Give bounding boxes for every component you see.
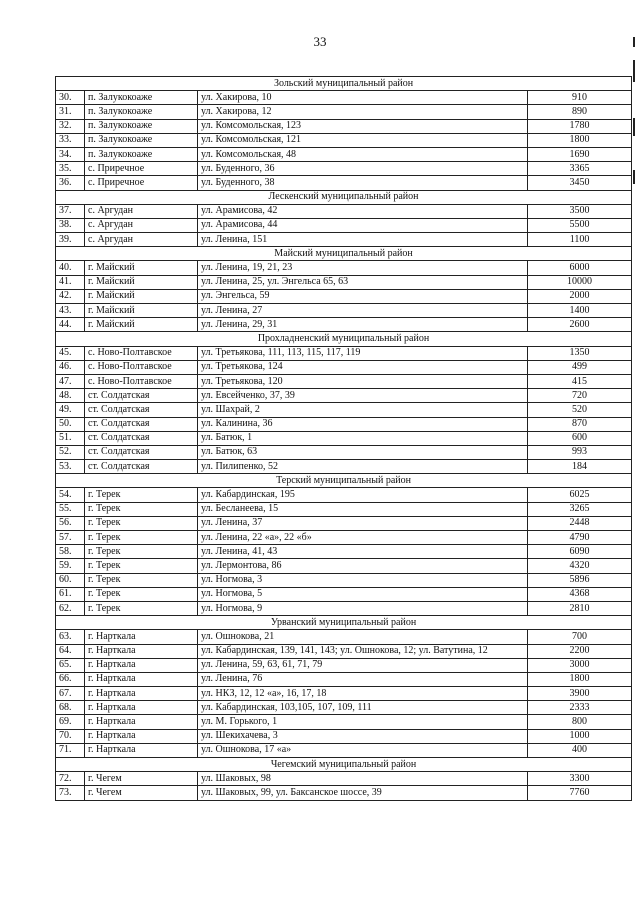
table-row: [56, 176, 632, 190]
row-number: 55.: [56, 502, 85, 516]
table-row: [56, 687, 632, 701]
row-number: 69.: [56, 715, 85, 729]
value-cell: 5896: [528, 573, 632, 587]
settlement-cell: с. Аргудан: [85, 204, 198, 218]
row-number: 51.: [56, 431, 85, 445]
value-cell: 2448: [528, 516, 632, 530]
address-cell: ул. Ленина, 37: [198, 516, 528, 530]
value-cell: 184: [528, 460, 632, 474]
settlement-cell: г. Терек: [85, 502, 198, 516]
settlement-cell: г. Нарткала: [85, 715, 198, 729]
settlement-cell: г. Майский: [85, 275, 198, 289]
address-cell: ул. М. Горького, 1: [198, 715, 528, 729]
settlement-cell: с. Приречное: [85, 176, 198, 190]
settlement-cell: г. Чегем: [85, 772, 198, 786]
address-cell: ул. Ленина, 76: [198, 672, 528, 686]
address-cell: ул. Шекихачева, 3: [198, 729, 528, 743]
value-cell: 800: [528, 715, 632, 729]
value-cell: 870: [528, 417, 632, 431]
value-cell: 1800: [528, 672, 632, 686]
value-cell: 4790: [528, 531, 632, 545]
value-cell: 3500: [528, 204, 632, 218]
row-number: 36.: [56, 176, 85, 190]
address-cell: ул. Калинина, 36: [198, 417, 528, 431]
settlement-cell: ст. Солдатская: [85, 460, 198, 474]
scan-edge-mark: [633, 60, 635, 82]
table-row: [56, 516, 632, 530]
settlement-cell: с. Ново-Полтавское: [85, 346, 198, 360]
table-row: [56, 133, 632, 147]
value-cell: 910: [528, 91, 632, 105]
row-number: 58.: [56, 545, 85, 559]
row-number: 37.: [56, 204, 85, 218]
address-cell: ул. Лермонтова, 86: [198, 559, 528, 573]
settlement-cell: ст. Солдатская: [85, 403, 198, 417]
value-cell: 1000: [528, 729, 632, 743]
row-number: 62.: [56, 601, 85, 615]
address-cell: ул. Батюк, 1: [198, 431, 528, 445]
address-cell: ул. Комсомольская, 123: [198, 119, 528, 133]
address-cell: ул. Ногмова, 9: [198, 601, 528, 615]
row-number: 41.: [56, 275, 85, 289]
table-row: [56, 772, 632, 786]
address-cell: ул. Ленина, 27: [198, 304, 528, 318]
row-number: 39.: [56, 233, 85, 247]
settlement-cell: г. Майский: [85, 289, 198, 303]
table-row: [56, 162, 632, 176]
region-header-row: [56, 474, 632, 488]
address-cell: ул. Кабардинская, 103,105, 107, 109, 111: [198, 701, 528, 715]
table-row: [56, 289, 632, 303]
value-cell: 3450: [528, 176, 632, 190]
settlement-cell: г. Нарткала: [85, 743, 198, 757]
value-cell: 3300: [528, 772, 632, 786]
table-row: [56, 644, 632, 658]
scan-edge-mark: [633, 37, 635, 47]
settlement-cell: г. Майский: [85, 261, 198, 275]
row-number: 50.: [56, 417, 85, 431]
region-header-row: [56, 332, 632, 346]
table-row: [56, 701, 632, 715]
settlement-cell: ст. Солдатская: [85, 445, 198, 459]
address-cell: ул. Комсомольская, 121: [198, 133, 528, 147]
table-row: [56, 488, 632, 502]
address-cell: ул. Арамисова, 42: [198, 204, 528, 218]
value-cell: 499: [528, 360, 632, 374]
address-cell: ул. Батюк, 63: [198, 445, 528, 459]
value-cell: 2810: [528, 601, 632, 615]
value-cell: 1100: [528, 233, 632, 247]
row-number: 30.: [56, 91, 85, 105]
value-cell: 720: [528, 389, 632, 403]
table-row: [56, 261, 632, 275]
row-number: 54.: [56, 488, 85, 502]
settlement-cell: г. Нарткала: [85, 701, 198, 715]
region-name: Лескенский муниципальный район: [56, 190, 632, 204]
value-cell: 6090: [528, 545, 632, 559]
row-number: 33.: [56, 133, 85, 147]
row-number: 65.: [56, 658, 85, 672]
value-cell: 400: [528, 743, 632, 757]
address-cell: ул. Ногмова, 3: [198, 573, 528, 587]
settlement-cell: с. Ново-Полтавское: [85, 360, 198, 374]
address-cell: ул. Третьякова, 111, 113, 115, 117, 119: [198, 346, 528, 360]
row-number: 53.: [56, 460, 85, 474]
address-cell: ул. Хакирова, 10: [198, 91, 528, 105]
table-row: [56, 304, 632, 318]
value-cell: 3900: [528, 687, 632, 701]
address-cell: ул. Комсомольская, 48: [198, 147, 528, 161]
row-number: 59.: [56, 559, 85, 573]
table-row: [56, 445, 632, 459]
region-name: Урванский муниципальный район: [56, 616, 632, 630]
address-cell: ул. Арамисова, 44: [198, 218, 528, 232]
table-row: [56, 545, 632, 559]
settlement-cell: с. Ново-Полтавское: [85, 374, 198, 388]
value-cell: 700: [528, 630, 632, 644]
settlement-cell: г. Нарткала: [85, 687, 198, 701]
address-cell: ул. Буденного, 36: [198, 162, 528, 176]
settlement-cell: ст. Солдатская: [85, 431, 198, 445]
table-row: [56, 374, 632, 388]
value-cell: 6025: [528, 488, 632, 502]
region-name: Чегемский муниципальный район: [56, 758, 632, 772]
value-cell: 415: [528, 374, 632, 388]
row-number: 73.: [56, 786, 85, 800]
address-cell: ул. Ногмова, 5: [198, 587, 528, 601]
region-name: Зольский муниципальный район: [56, 77, 632, 91]
row-number: 71.: [56, 743, 85, 757]
address-cell: ул. Энгельса, 59: [198, 289, 528, 303]
address-cell: ул. Третьякова, 124: [198, 360, 528, 374]
row-number: 34.: [56, 147, 85, 161]
table-row: [56, 786, 632, 800]
address-cell: ул. Буденного, 38: [198, 176, 528, 190]
settlement-cell: г. Терек: [85, 545, 198, 559]
table-row: [56, 658, 632, 672]
settlement-cell: г. Нарткала: [85, 672, 198, 686]
settlement-cell: г. Терек: [85, 531, 198, 545]
value-cell: 2333: [528, 701, 632, 715]
address-cell: ул. НКЗ, 12, 12 «а», 16, 17, 18: [198, 687, 528, 701]
row-number: 67.: [56, 687, 85, 701]
row-number: 61.: [56, 587, 85, 601]
settlement-cell: п. Залукокоаже: [85, 105, 198, 119]
value-cell: 1400: [528, 304, 632, 318]
value-cell: 4368: [528, 587, 632, 601]
region-header-row: [56, 190, 632, 204]
value-cell: 1690: [528, 147, 632, 161]
table-row: [56, 91, 632, 105]
row-number: 64.: [56, 644, 85, 658]
table-row: [56, 119, 632, 133]
row-number: 43.: [56, 304, 85, 318]
table-row: [56, 601, 632, 615]
table-row: [56, 105, 632, 119]
table-row: [56, 587, 632, 601]
row-number: 52.: [56, 445, 85, 459]
row-number: 70.: [56, 729, 85, 743]
row-number: 42.: [56, 289, 85, 303]
value-cell: 1800: [528, 133, 632, 147]
address-cell: ул. Кабардинская, 195: [198, 488, 528, 502]
address-cell: ул. Кабардинская, 139, 141, 143; ул. Ошнокова, 12; ул. Ватутина, 12: [198, 644, 528, 658]
table-row: [56, 672, 632, 686]
table-body: [56, 77, 632, 801]
settlement-cell: г. Терек: [85, 488, 198, 502]
row-number: 63.: [56, 630, 85, 644]
settlement-cell: п. Залукокоаже: [85, 119, 198, 133]
scan-edge-mark: [633, 170, 635, 184]
value-cell: 890: [528, 105, 632, 119]
table-row: [56, 204, 632, 218]
address-cell: ул. Хакирова, 12: [198, 105, 528, 119]
settlement-cell: г. Нарткала: [85, 644, 198, 658]
region-name: Майский муниципальный район: [56, 247, 632, 261]
region-header-row: [56, 758, 632, 772]
table-row: [56, 573, 632, 587]
table-row: [56, 403, 632, 417]
table-row: [56, 460, 632, 474]
row-number: 44.: [56, 318, 85, 332]
region-header-row: [56, 616, 632, 630]
address-cell: ул. Шаковых, 99, ул. Баксанское шоссе, 39: [198, 786, 528, 800]
region-header-row: [56, 247, 632, 261]
row-number: 49.: [56, 403, 85, 417]
settlement-cell: г. Терек: [85, 587, 198, 601]
table-row: [56, 318, 632, 332]
address-cell: ул. Ленина, 41, 43: [198, 545, 528, 559]
value-cell: 7760: [528, 786, 632, 800]
region-header-row: [56, 77, 632, 91]
address-cell: ул. Ленина, 59, 63, 61, 71, 79: [198, 658, 528, 672]
table-row: [56, 389, 632, 403]
value-cell: 3000: [528, 658, 632, 672]
address-table: [55, 76, 632, 801]
value-cell: 2200: [528, 644, 632, 658]
address-cell: ул. Шаковых, 98: [198, 772, 528, 786]
row-number: 57.: [56, 531, 85, 545]
row-number: 68.: [56, 701, 85, 715]
settlement-cell: г. Нарткала: [85, 729, 198, 743]
table-row: [56, 630, 632, 644]
table-row: [56, 346, 632, 360]
table-row: [56, 417, 632, 431]
settlement-cell: г. Терек: [85, 559, 198, 573]
value-cell: 6000: [528, 261, 632, 275]
row-number: 47.: [56, 374, 85, 388]
address-cell: ул. Бесланеева, 15: [198, 502, 528, 516]
settlement-cell: ст. Солдатская: [85, 389, 198, 403]
value-cell: 2600: [528, 318, 632, 332]
settlement-cell: г. Терек: [85, 601, 198, 615]
value-cell: 993: [528, 445, 632, 459]
row-number: 45.: [56, 346, 85, 360]
address-cell: ул. Ленина, 29, 31: [198, 318, 528, 332]
value-cell: 2000: [528, 289, 632, 303]
table-row: [56, 360, 632, 374]
row-number: 35.: [56, 162, 85, 176]
settlement-cell: г. Терек: [85, 516, 198, 530]
address-cell: ул. Ленина, 151: [198, 233, 528, 247]
address-cell: ул. Ошнокова, 17 «а»: [198, 743, 528, 757]
value-cell: 4320: [528, 559, 632, 573]
row-number: 56.: [56, 516, 85, 530]
table-row: [56, 233, 632, 247]
address-cell: ул. Ошнокова, 21: [198, 630, 528, 644]
value-cell: 5500: [528, 218, 632, 232]
settlement-cell: г. Чегем: [85, 786, 198, 800]
table-row: [56, 431, 632, 445]
table-row: [56, 743, 632, 757]
value-cell: 1780: [528, 119, 632, 133]
row-number: 40.: [56, 261, 85, 275]
table-row: [56, 559, 632, 573]
table-row: [56, 502, 632, 516]
address-cell: ул. Ленина, 22 «а», 22 «б»: [198, 531, 528, 545]
address-cell: ул. Ленина, 19, 21, 23: [198, 261, 528, 275]
row-number: 60.: [56, 573, 85, 587]
settlement-cell: г. Майский: [85, 318, 198, 332]
row-number: 46.: [56, 360, 85, 374]
row-number: 72.: [56, 772, 85, 786]
table-row: [56, 218, 632, 232]
row-number: 48.: [56, 389, 85, 403]
settlement-cell: п. Залукокоаже: [85, 147, 198, 161]
value-cell: 3365: [528, 162, 632, 176]
settlement-cell: г. Нарткала: [85, 630, 198, 644]
row-number: 38.: [56, 218, 85, 232]
row-number: 32.: [56, 119, 85, 133]
address-cell: ул. Третьякова, 120: [198, 374, 528, 388]
row-number: 31.: [56, 105, 85, 119]
settlement-cell: п. Залукокоаже: [85, 133, 198, 147]
table-row: [56, 531, 632, 545]
value-cell: 600: [528, 431, 632, 445]
row-number: 66.: [56, 672, 85, 686]
scan-edge-mark: [633, 118, 635, 136]
address-cell: ул. Ленина, 25, ул. Энгельса 65, 63: [198, 275, 528, 289]
region-name: Прохладненский муниципальный район: [56, 332, 632, 346]
value-cell: 520: [528, 403, 632, 417]
settlement-cell: г. Нарткала: [85, 658, 198, 672]
value-cell: 3265: [528, 502, 632, 516]
table-row: [56, 275, 632, 289]
settlement-cell: с. Приречное: [85, 162, 198, 176]
address-cell: ул. Шахрай, 2: [198, 403, 528, 417]
settlement-cell: ст. Солдатская: [85, 417, 198, 431]
address-cell: ул. Пилипенко, 52: [198, 460, 528, 474]
table-row: [56, 729, 632, 743]
settlement-cell: с. Аргудан: [85, 218, 198, 232]
settlement-cell: г. Терек: [85, 573, 198, 587]
settlement-cell: г. Майский: [85, 304, 198, 318]
table-row: [56, 147, 632, 161]
region-name: Терский муниципальный район: [56, 474, 632, 488]
value-cell: 10000: [528, 275, 632, 289]
settlement-cell: с. Аргудан: [85, 233, 198, 247]
page-number: 33: [313, 34, 327, 49]
value-cell: 1350: [528, 346, 632, 360]
table-row: [56, 715, 632, 729]
address-cell: ул. Евсейченко, 37, 39: [198, 389, 528, 403]
settlement-cell: п. Залукокоаже: [85, 91, 198, 105]
